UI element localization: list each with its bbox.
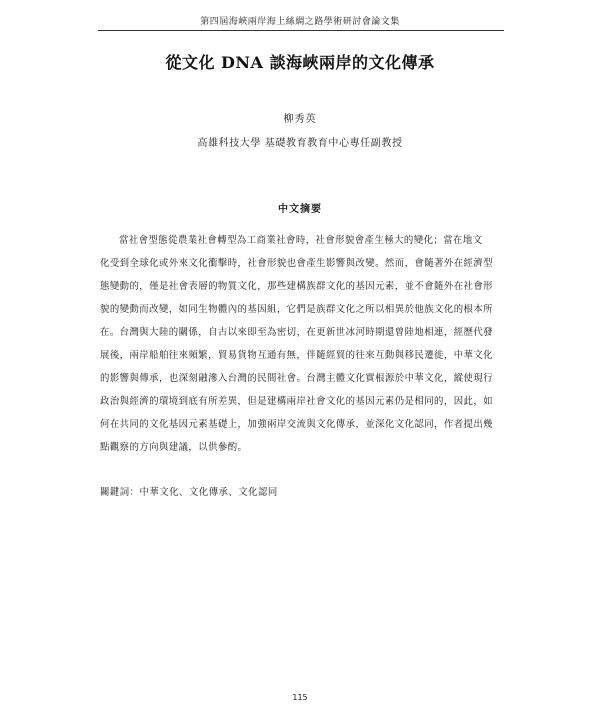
page-number: 115 [292, 693, 308, 702]
paper-title: 從文化 DNA 談海峽兩岸的文化傳承 [165, 53, 435, 72]
abstract-line: 政治與經濟的環境到底有所差異，但是建構兩岸社會文化的基因元素仍是相同的，因此，如 [100, 396, 494, 407]
abstract-heading: 中文摘要 [278, 204, 322, 215]
abstract-line: 何在共同的文化基因元素基礎上，加強兩岸交流與文化傳承，並深化文化認同，作者提出幾 [100, 419, 494, 430]
header-divider [98, 30, 504, 31]
running-header: 第四屆海峽兩岸海上絲綢之路學術研討會論文集 [200, 17, 400, 27]
author-name: 柳秀英 [283, 114, 317, 125]
abstract-line: 化受到全球化或外來文化衝擊時，社會形貌也會產生影響與改變。然而，會隨著外在經濟型 [100, 258, 494, 269]
abstract-line: 的影響與傳承，也深刻融滲入台灣的民間社會。台灣主體文化實根源於中華文化，縱使現行 [100, 373, 494, 384]
author-affiliation: 高雄科技大學 基礎教育教育中心專任副教授 [197, 138, 403, 149]
abstract-line: 態變動的，僅是社會表層的物質文化，那些建構族群文化的基因元素，並不會隨外在社會形 [100, 281, 494, 292]
abstract-line: 在。台灣與大陸的關係，自古以來即至為密切，在更新世冰河時期還曾陸地相連，經歷代發 [100, 327, 494, 338]
abstract-line: 點觀察的方向與建議，以供參酌。 [100, 442, 248, 453]
abstract-line: 貌的變動而改變，如同生物體內的基因組，它們是族群文化之所以相異於他族文化的根本所 [100, 304, 494, 315]
keywords: 關鍵詞：中華文化、文化傳承、文化認同 [100, 487, 278, 498]
abstract-line: 當社會型態從農業社會轉型為工商業社會時，社會形貌會產生極大的變化；當在地文 [119, 235, 483, 246]
abstract-line: 展後，兩岸船舶往來頻繁，貿易貨物互通有無，伴隨經貿的往來互動與移民遷徙，中華文化 [100, 350, 494, 361]
abstract-body [100, 229, 504, 459]
